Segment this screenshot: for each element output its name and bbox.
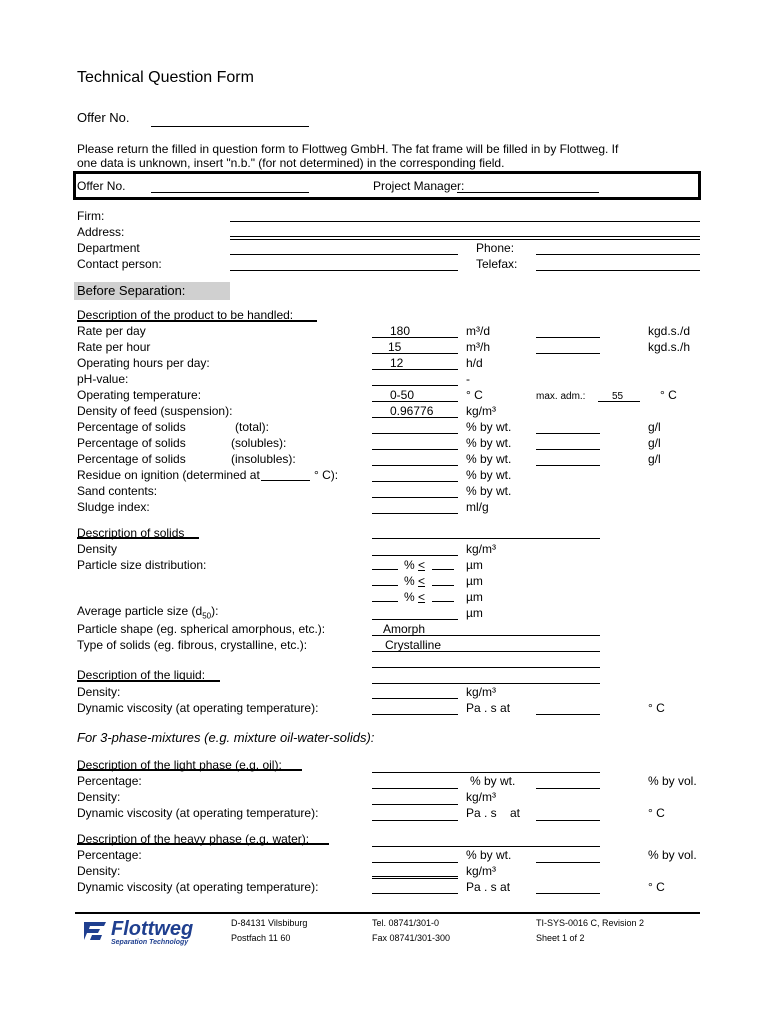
offer-number-field[interactable]	[151, 126, 309, 127]
op-temp-field	[372, 401, 458, 402]
contact-person-label: Contact person:	[77, 257, 162, 271]
psd-pct-field-3[interactable]	[372, 601, 398, 602]
contact-person-field[interactable]	[230, 270, 458, 271]
type-field	[372, 651, 600, 652]
department-field[interactable]	[230, 254, 458, 255]
psd-le-1: <	[418, 558, 426, 572]
liquid-density-label: Density:	[77, 685, 121, 699]
solids-top-line	[372, 538, 600, 539]
footer-sheet: Sheet 1 of 2	[536, 933, 585, 943]
address-field-2[interactable]	[230, 239, 700, 240]
phone-field[interactable]	[536, 254, 700, 255]
offer-label: Offer No.	[77, 110, 130, 125]
pct-insoluble-field-2[interactable]	[536, 465, 600, 466]
shape-label: Particle shape (eg. spherical amorphous, etc.):	[77, 622, 326, 636]
rate-day-field-2[interactable]	[536, 337, 600, 338]
rate-hour-field-2[interactable]	[536, 353, 600, 354]
avg-size-label-a: Average particle size (d	[77, 604, 203, 618]
rate-day-unit: m³/d	[466, 324, 490, 338]
max-adm-value[interactable]: 55	[612, 391, 624, 402]
heavy-density-unit: kg/m³	[466, 864, 496, 878]
light-density-label: Density:	[77, 790, 121, 804]
product-description-heading: Description of the product to be handled:	[77, 308, 294, 322]
type-label: Type of solids (eg. fibrous, crystalline, etc.):	[77, 638, 308, 652]
pct-insoluble-unit-2: g/l	[648, 452, 661, 466]
solids-density-unit: kg/m³	[466, 542, 496, 556]
project-manager-field[interactable]	[457, 192, 599, 193]
three-phase-heading: For 3-phase-mixtures (e.g. mixture oil-water-solids):	[77, 730, 375, 745]
op-hours-label: Operating hours per day:	[77, 356, 210, 370]
op-temp-unit: ° C	[466, 388, 483, 402]
liquid-viscosity-label: Dynamic viscosity (at operating temperature):	[77, 701, 319, 715]
residue-unit: % by wt.	[466, 468, 512, 482]
psd-le-3: <	[418, 590, 426, 604]
heavy-density-field[interactable]	[372, 876, 458, 877]
liquid-density-unit: kg/m³	[466, 685, 496, 699]
firm-label: Firm:	[77, 209, 105, 223]
pct-total-unit: % by wt.	[466, 420, 512, 434]
pct-soluble-unit-2: g/l	[648, 436, 661, 450]
op-temp-value[interactable]: 0-50	[390, 388, 415, 402]
light-density-unit: kg/m³	[466, 790, 496, 804]
max-adm-unit: ° C	[660, 388, 677, 402]
page-title: Technical Question Form	[77, 69, 254, 86]
instructions-line-2: one data is unknown, insert "n.b." (for not determined) in the corresponding field.	[77, 156, 505, 170]
light-viscosity-temp-field[interactable]	[536, 820, 600, 821]
liquid-viscosity-unit: Pa . s at	[466, 701, 511, 715]
psd-le-2: <	[418, 574, 426, 588]
type-field-extra[interactable]	[372, 667, 600, 668]
sand-label: Sand contents:	[77, 484, 158, 498]
avg-size-label	[77, 604, 218, 623]
rate-day-unit-2: kgd.s./d	[648, 324, 691, 338]
footer-fax: Fax 08741/301-300	[372, 933, 451, 943]
heavy-percentage-unit-2: % by vol.	[648, 848, 697, 862]
solids-heading: Description of solids	[77, 526, 185, 540]
product-heading-underline	[77, 320, 317, 322]
op-hours-value[interactable]: 12	[390, 356, 404, 370]
shape-field	[372, 635, 600, 636]
instructions-line-1: Please return the filled in question form to Flottweg GmbH. The fat frame will be filled in by Flottweg. If	[77, 142, 619, 156]
pct-soluble-field-2[interactable]	[536, 449, 600, 450]
op-temp-label: Operating temperature:	[77, 388, 202, 402]
avg-size-label-sub: 50	[202, 611, 212, 621]
pct-soluble-label: Percentage of solids	[77, 436, 186, 450]
light-percentage-unit: % by wt.	[470, 774, 516, 788]
psd-pct-field-2[interactable]	[372, 585, 398, 586]
solids-density-label: Density	[77, 542, 118, 556]
footer-divider	[75, 912, 700, 914]
sludge-unit: ml/g	[466, 500, 489, 514]
heavy-density-field-2	[372, 878, 458, 879]
light-percentage-field-2[interactable]	[536, 788, 600, 789]
light-viscosity-unit: Pa . s	[466, 806, 497, 820]
pct-total-unit-2: g/l	[648, 420, 661, 434]
ph-unit: -	[466, 372, 470, 386]
heavy-percentage-field[interactable]	[372, 862, 458, 863]
sand-field[interactable]	[372, 497, 458, 498]
psd-label: Particle size distribution:	[77, 558, 207, 572]
sand-unit: % by wt.	[466, 484, 512, 498]
sludge-label: Sludge index:	[77, 500, 150, 514]
heavy-phase-heading: Description of the heavy phase (e.g. water):	[77, 832, 310, 846]
pct-soluble-sub: (solubles):	[231, 436, 287, 450]
pct-total-field[interactable]	[372, 433, 458, 434]
logo-wordmark: Flottweg	[111, 918, 194, 940]
flottweg-logo	[82, 918, 212, 946]
heavy-viscosity-temp-field[interactable]	[536, 893, 600, 894]
density-feed-label: Density of feed (suspension):	[77, 404, 233, 418]
pct-insoluble-field[interactable]	[372, 465, 458, 466]
liquid-viscosity-unit-2: ° C	[648, 701, 665, 715]
psd-size-field-3[interactable]	[432, 601, 454, 602]
heavy-density-label: Density:	[77, 864, 121, 878]
psd-pct-3: %	[404, 590, 415, 604]
heavy-viscosity-unit: Pa . s at	[466, 880, 511, 894]
pct-soluble-unit: % by wt.	[466, 436, 512, 450]
heavy-percentage-field-2[interactable]	[536, 862, 600, 863]
heavy-heading-underline	[77, 843, 329, 845]
heavy-viscosity-unit-2: ° C	[648, 880, 665, 894]
before-separation-heading: Before Separation:	[77, 283, 186, 298]
heavy-viscosity-label: Dynamic viscosity (at operating temperature):	[77, 880, 319, 894]
density-feed-field	[372, 417, 458, 418]
pct-total-sub: (total):	[235, 420, 270, 434]
project-manager-label: Project Manager:	[373, 179, 465, 193]
avg-size-unit: µm	[466, 606, 483, 620]
type-value[interactable]: Crystalline	[385, 638, 442, 652]
liquid-viscosity-temp-field[interactable]	[536, 714, 600, 715]
frame-offer-label: Offer No.	[77, 179, 126, 193]
liquid-viscosity-field[interactable]	[372, 714, 458, 715]
logo-tagline: Separation Technology	[111, 939, 189, 946]
density-feed-value[interactable]: 0.96776	[390, 404, 434, 418]
pct-insoluble-sub: (insolubles):	[231, 452, 296, 466]
psd-pct-1: %	[404, 558, 415, 572]
firm-field[interactable]	[230, 221, 700, 222]
max-adm-field	[598, 401, 640, 402]
residue-label: Residue on ignition (determined at	[77, 468, 260, 482]
pct-insoluble-unit: % by wt.	[466, 452, 512, 466]
light-phase-heading: Description of the light phase (e.g. oil):	[77, 758, 282, 772]
residue-label-end: ° C):	[314, 468, 339, 482]
heavy-percentage-label: Percentage:	[77, 848, 142, 862]
liquid-density-field[interactable]	[372, 698, 458, 699]
avg-size-label-b: ):	[211, 604, 219, 618]
telefax-label: Telefax:	[476, 257, 518, 271]
light-viscosity-unit-2: ° C	[648, 806, 665, 820]
op-hours-field	[372, 369, 458, 370]
residue-temp-field[interactable]	[261, 480, 310, 481]
telefax-field[interactable]	[536, 270, 700, 271]
pct-total-label: Percentage of solids	[77, 420, 186, 434]
ph-field[interactable]	[372, 385, 458, 386]
phone-label: Phone:	[476, 241, 515, 255]
light-percentage-field[interactable]	[372, 788, 458, 789]
liquid-top-line	[372, 683, 600, 684]
shape-value[interactable]: Amorph	[383, 622, 426, 636]
max-adm-label: max. adm.:	[536, 391, 586, 402]
psd-pct-2: %	[404, 574, 415, 588]
light-percentage-label: Percentage:	[77, 774, 142, 788]
heavy-viscosity-field[interactable]	[372, 893, 458, 894]
rate-day-label: Rate per day	[77, 324, 146, 338]
solids-density-field[interactable]	[372, 555, 458, 556]
footer-address-1: D-84131 Vilsbiburg	[231, 918, 308, 928]
liquid-heading: Description of the liquid:	[77, 668, 206, 682]
ph-label: pH-value:	[77, 372, 129, 386]
light-top-line	[372, 772, 600, 773]
rate-hour-label: Rate per hour	[77, 340, 151, 354]
psd-unit-1: µm	[466, 558, 483, 572]
rate-day-value[interactable]: 180	[390, 324, 411, 338]
rate-hour-unit-2: kgd.s./h	[648, 340, 691, 354]
rate-hour-unit: m³/h	[466, 340, 490, 354]
pct-insoluble-label: Percentage of solids	[77, 452, 186, 466]
address-field-1[interactable]	[230, 236, 700, 237]
flottweg-logo-icon	[82, 920, 108, 942]
pct-total-field-2[interactable]	[536, 433, 600, 434]
sludge-field[interactable]	[372, 513, 458, 514]
op-hours-unit: h/d	[466, 356, 483, 370]
rate-hour-field	[372, 353, 458, 354]
density-feed-unit: kg/m³	[466, 404, 496, 418]
psd-unit-3: µm	[466, 590, 483, 604]
light-percentage-unit-2: % by vol.	[648, 774, 697, 788]
avg-size-field[interactable]	[372, 619, 458, 620]
light-density-field[interactable]	[372, 804, 458, 805]
pct-soluble-field[interactable]	[372, 449, 458, 450]
rate-hour-value[interactable]: 15	[388, 340, 402, 354]
footer-tel: Tel. 08741/301-0	[372, 918, 440, 928]
psd-pct-field-1[interactable]	[372, 569, 398, 570]
liquid-heading-underline	[77, 680, 220, 682]
residue-field[interactable]	[372, 481, 458, 482]
light-viscosity-label: Dynamic viscosity (at operating temperature):	[77, 806, 319, 820]
psd-size-field-1[interactable]	[432, 569, 454, 570]
light-viscosity-at: at	[510, 806, 521, 820]
footer-address-2: Postfach 11 60	[231, 933, 291, 943]
footer-doc-id: TI-SYS-0016 C, Revision 2	[536, 918, 645, 928]
department-label: Department	[77, 241, 140, 255]
psd-unit-2: µm	[466, 574, 483, 588]
heavy-percentage-unit: % by wt.	[466, 848, 512, 862]
frame-offer-field[interactable]	[151, 192, 309, 193]
address-label: Address:	[77, 225, 125, 239]
psd-size-field-2[interactable]	[432, 585, 454, 586]
heavy-top-line	[372, 846, 600, 847]
solids-heading-underline	[77, 537, 199, 539]
light-heading-underline	[77, 769, 302, 771]
light-viscosity-field[interactable]	[372, 820, 458, 821]
rate-day-field	[372, 337, 458, 338]
